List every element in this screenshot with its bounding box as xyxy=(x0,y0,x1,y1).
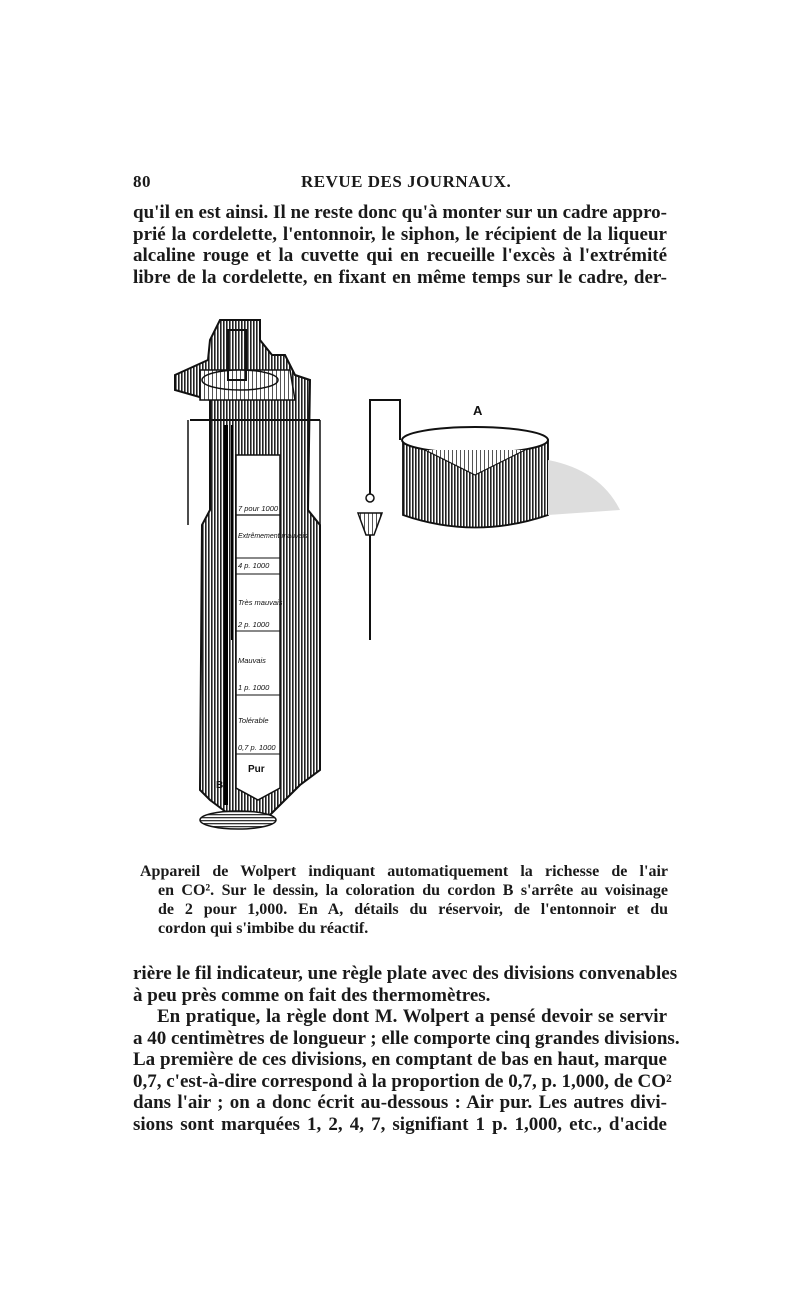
apparatus-engraving xyxy=(160,310,640,850)
wolpert-apparatus-figure xyxy=(160,310,640,850)
text-line: prié la cordelette, l'entonnoir, le siphon, le récipient de la liqueur xyxy=(133,223,667,245)
caption-line: en CO². Sur le dessin, la coloration du cordon B s'arrête au voisinage xyxy=(158,882,668,899)
page-number: 80 xyxy=(133,172,151,191)
text-line: libre de la cordelette, en fixant en même temps sur le cadre, der- xyxy=(133,266,667,288)
running-title: REVUE DES JOURNAUX. xyxy=(301,172,512,191)
text-line: qu'il en est ainsi. Il ne reste donc qu'à monter sur un cadre appro- xyxy=(133,202,667,223)
label-b: B xyxy=(216,780,224,791)
text-line: La première de ces divisions, en comptant de bas en haut, marque xyxy=(133,1049,667,1070)
text-line: a 40 centimètres de longueur ; elle comporte cinq grandes divisions. xyxy=(133,1027,680,1049)
caption-line: de 2 pour 1,000. En A, détails du réservoir, de l'entonnoir et du xyxy=(158,901,668,918)
scale-label: 0,7 p. 1000 xyxy=(238,743,276,752)
reservoir-a xyxy=(402,403,620,528)
scale-label: 7 pour 1000 xyxy=(238,504,279,513)
text-line: 0,7, c'est-à-dire correspond à la proportion de 0,7, p. 1,000, de CO² xyxy=(133,1070,672,1092)
bottom-paragraph xyxy=(133,963,680,1135)
scale-label: Extrêmement mauvais xyxy=(238,533,308,540)
scale-label: Très mauvais xyxy=(238,598,283,607)
figure-caption xyxy=(140,862,668,938)
top-paragraph xyxy=(133,202,667,288)
scale-label: 1 p. 1000 xyxy=(238,683,270,692)
scale-label: 2 p. 1000 xyxy=(238,620,270,629)
text-line: En pratique, la règle dont M. Wolpert a pensé devoir se servir xyxy=(157,1006,667,1027)
scale-label: Pur xyxy=(248,764,265,775)
label-a: A xyxy=(473,403,483,418)
text-line: rière le fil indicateur, une règle plate avec des divisions convenables xyxy=(133,963,678,984)
text-line: à peu près comme on fait des thermomètres. xyxy=(133,984,491,1006)
text-line: alcaline rouge et la cuvette qui en recueille l'excès à l'extrémité xyxy=(133,245,667,266)
scale-label: Tolérable xyxy=(238,716,269,725)
caption-line: Appareil de Wolpert indiquant automatiquement la richesse de l'air xyxy=(140,863,668,880)
caption-line: cordon qui s'imbibe du réactif. xyxy=(158,920,369,937)
scale-label: Mauvais xyxy=(238,656,266,665)
text-line: sions sont marquées 1, 2, 4, 7, signifiant 1 p. 1,000, etc., d'acide xyxy=(133,1113,667,1135)
siphon-and-funnel xyxy=(358,400,400,640)
scale-label: 4 p. 1000 xyxy=(238,561,270,570)
text-line: dans l'air ; on a donc écrit au-dessous : Air pur. Les autres divi- xyxy=(133,1092,667,1113)
